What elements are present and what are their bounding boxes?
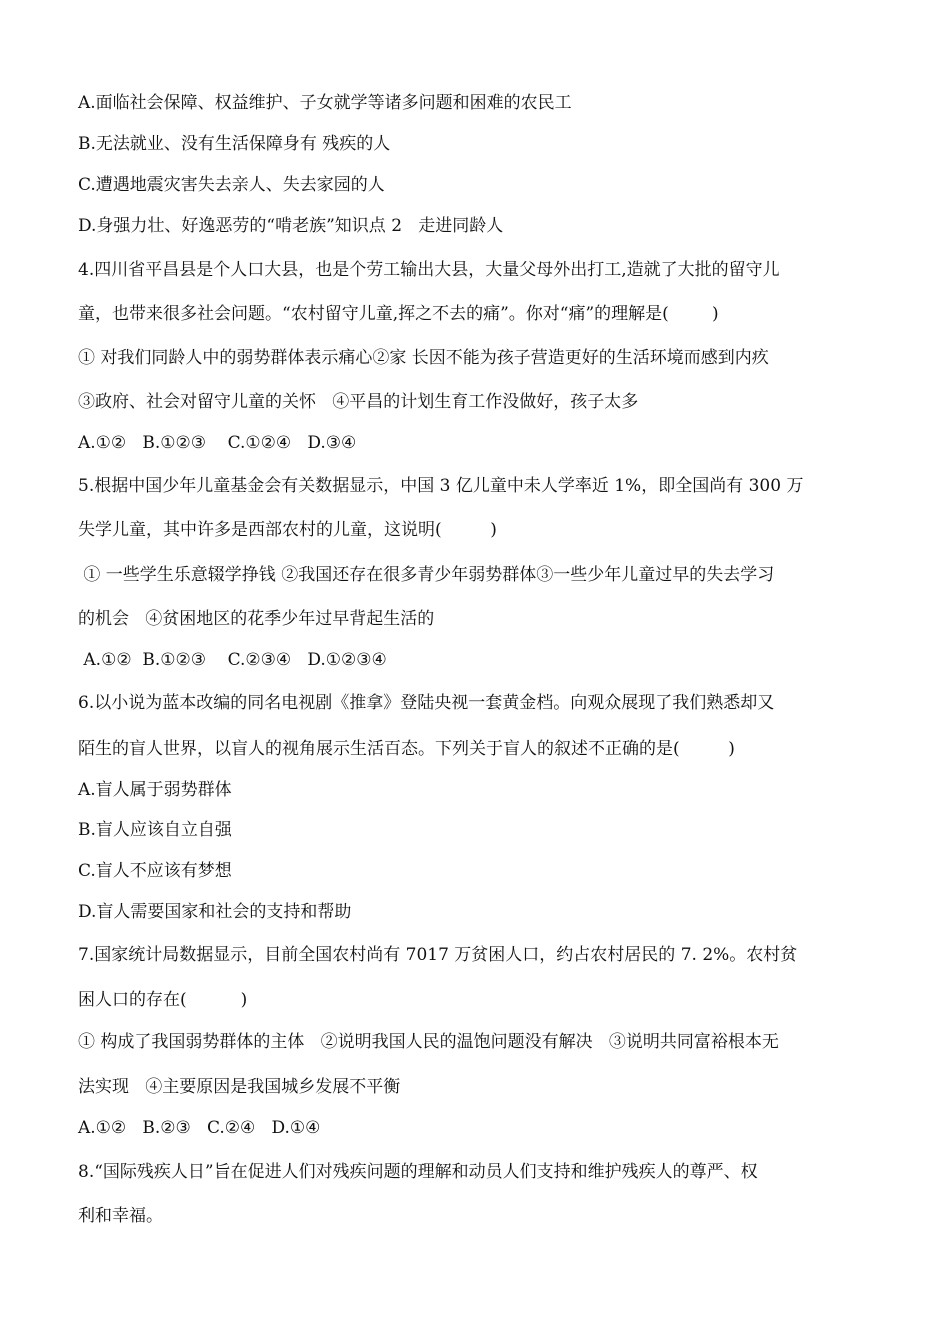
statement-line: ① 构成了我国弱势群体的主体 ②说明我国人民的温饱问题没有解决 ③说明共同富裕根本无 bbox=[78, 1032, 779, 1052]
option-line: B.盲人应该自立自强 bbox=[78, 820, 232, 840]
question-4-line: 4.四川省平昌县是个人口大县，也是个劳工输出大县，大量父母外出打工,造就了大批的留守儿 bbox=[78, 260, 780, 280]
statement-line: ① 对我们同龄人中的弱势群体表示痛心②家 长因不能为孩子营造更好的生活环境而感到内疚 bbox=[78, 348, 769, 368]
statement-line: 法实现 ④主要原因是我国城乡发展不平衡 bbox=[78, 1077, 401, 1097]
option-line: B.无法就业、没有生活保障身有 残疾的人 bbox=[78, 134, 391, 154]
question-7-line: 困人口的存在( ) bbox=[78, 990, 248, 1010]
question-5-line: 5.根据中国少年儿童基金会有关数据显示，中国 3 亿儿童中未人学率近 1%，即全国尚有 300 万 bbox=[78, 476, 804, 496]
question-8-line: 8.“国际残疾人日”旨在促进人们对残疾问题的理解和动员人们支持和维护残疾人的尊严、权 bbox=[78, 1162, 758, 1182]
question-7-line: 7.国家统计局数据显示，目前全国农村尚有 7017 万贫困人口，约占农村居民的 7. 2%。农村贫 bbox=[78, 945, 798, 965]
question-5-line: 失学儿童，其中许多是西部农村的儿童，这说明( ) bbox=[78, 520, 497, 540]
statement-line: ③政府、社会对留守儿童的关怀 ④平昌的计划生育工作没做好，孩子太多 bbox=[78, 392, 639, 412]
option-line: A.面临社会保障、权益维护、子女就学等诸多问题和困难的农民工 bbox=[78, 93, 572, 113]
question-4-line: 童，也带来很多社会问题。“农村留守儿童,挥之不去的痛”。你对“痛”的理解是( ) bbox=[78, 304, 719, 324]
answer-options: A.①② B.①②③ C.②③④ D.①②③④ bbox=[78, 650, 387, 670]
answer-options: A.①② B.②③ C.②④ D.①④ bbox=[78, 1118, 321, 1138]
statement-line: ① 一些学生乐意辍学挣钱 ②我国还存在很多青少年弱势群体③一些少年儿童过早的失去学习 bbox=[78, 565, 775, 585]
option-line: D.身强力壮、好逸恶劳的“啃老族”知识点 2 走进同龄人 bbox=[78, 216, 504, 236]
question-6-line: 陌生的盲人世界，以盲人的视角展示生活百态。下列关于盲人的叙述不正确的是( ) bbox=[78, 739, 735, 759]
answer-options: A.①② B.①②③ C.①②④ D.③④ bbox=[78, 433, 357, 453]
option-line: C.遭遇地震灾害失去亲人、失去家园的人 bbox=[78, 175, 385, 195]
question-8-line: 利和幸福。 bbox=[78, 1206, 163, 1226]
option-line: C.盲人不应该有梦想 bbox=[78, 861, 232, 881]
question-6-line: 6.以小说为蓝本改编的同名电视剧《推拿》登陆央视一套黄金档。向观众展现了我们熟悉却又 bbox=[78, 693, 775, 713]
statement-line: 的机会 ④贫困地区的花季少年过早背起生活的 bbox=[78, 609, 435, 629]
option-line: D.盲人需要国家和社会的支持和帮助 bbox=[78, 902, 352, 922]
option-line: A.盲人属于弱势群体 bbox=[78, 780, 232, 800]
